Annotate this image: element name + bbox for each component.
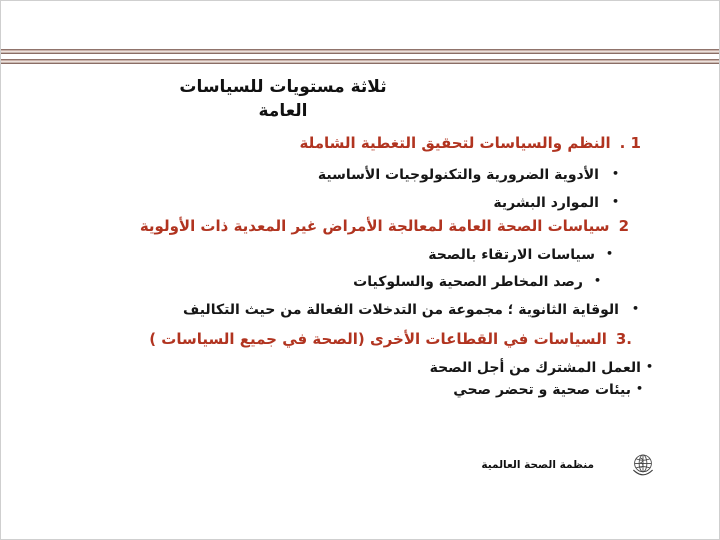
bullet-item xyxy=(353,270,601,293)
numbered-item-2-text: سياسات الصحة العامة لمعالجة الأمراض غير المعدية ذات الأولوية xyxy=(139,217,610,235)
bullet-item xyxy=(453,378,643,401)
numbered-item-3-text: السياسات في القطاعات الأخرى (الصحة في جميع السياسات ) xyxy=(149,330,607,348)
bullet-item-text: بيئات صحية و تحضر صحي xyxy=(453,382,631,398)
numbered-item-1-text: النظم والسياسات لتحقيق التغطية الشاملة xyxy=(299,134,611,152)
bullet-icon: • xyxy=(605,247,613,260)
bullet-icon: • xyxy=(635,382,643,395)
bullet-icon: • xyxy=(631,302,639,315)
bullet-icon: • xyxy=(611,167,619,180)
bullet-item-text: رصد المخاطر الصحية والسلوكيات xyxy=(353,274,583,290)
bullet-item xyxy=(183,298,639,321)
bullet-item xyxy=(318,163,619,186)
numbered-item-2 xyxy=(140,215,629,237)
bullet-item-text: الأدوية الضرورية والتكنولوجيات الأساسية xyxy=(317,167,599,183)
numbered-item-3 xyxy=(149,328,632,350)
footer-organization-name: منظمة الصحة العالمية xyxy=(481,459,594,471)
bullet-item-text: سياسات الارتقاء بالصحة xyxy=(428,247,595,263)
bullet-item xyxy=(430,356,653,379)
who-emblem-icon xyxy=(631,452,655,476)
slide-title: ثلاثة مستويات للسياسات العامة xyxy=(179,77,387,121)
list-number-2: 2 xyxy=(618,217,629,235)
bullet-icon: • xyxy=(645,360,653,373)
list-number-1: . 1 xyxy=(619,134,641,152)
numbered-item-1 xyxy=(300,132,641,154)
bullet-item xyxy=(428,243,613,266)
top-divider-line xyxy=(1,49,720,54)
top-divider-line-2 xyxy=(1,59,720,64)
bullet-item-text: الوقاية الثانوية ؛ مجموعة من التدخلات الفعالة من حيث التكاليف xyxy=(183,302,619,318)
bullet-icon: • xyxy=(611,195,619,208)
bullet-icon: • xyxy=(593,274,601,287)
bullet-item-text: العمل المشترك من أجل الصحة xyxy=(429,360,641,376)
bullet-item-text: الموارد البشرية xyxy=(493,195,599,211)
list-number-3: 3. xyxy=(615,330,632,348)
bullet-item xyxy=(493,191,619,214)
